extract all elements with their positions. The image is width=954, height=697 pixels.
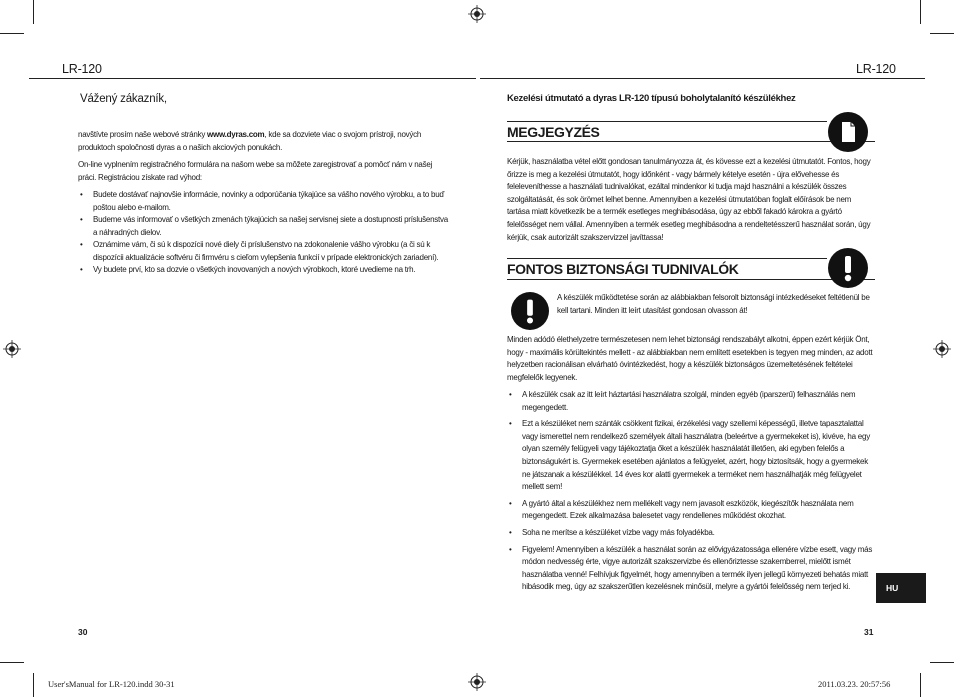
model-label-left: LR-120 bbox=[62, 62, 102, 76]
list-item: • Ezt a készüléket nem szánták csökkent fizikai, érzékelési vagy szellemi képességű, illetve tapasztalattal vagy ismerettel nem rendelkező személyek általi használatra (beleértve a gyermekeket is), kivéve, ha egy olyan személy felügyeli vagy tájékoztatja őket a készülék használatát illetően, aki egyben felelős a biztonságukért is. Gyermekek esetében ajánlatos a felügyelet, azért, hogy biztosítsák, hogy a gyermekek ne játszanak a készülékkel. 14 éves kor alatti gyermekek a terméket nem használhatják még felügyelet mellett sem! bbox=[507, 418, 875, 494]
crop-mark bbox=[920, 673, 921, 697]
benefits-list bbox=[78, 189, 448, 277]
list-item: • Figyelem! Amennyiben a készülék a használat során az elővigyázatossága ellenére vízbe esett, vagy más módon nedvesség érte, vigye autorizált szakszervizbe és ellenőriztesse szakemberrel, mielőtt ismét használatba venné! Felhívjuk figyelmét, hogy amennyiben a termék ilyen jellegű környezeti behatás miatt hibásodik meg, úgy az szakszerűtlen kezelésnek minősül, melyre a gyártói felelősség nem terjed ki. bbox=[507, 544, 875, 594]
safety-intro: A készülék működtetése során az alábbiakban felsorolt biztonsági intézkedéseket feltétlenül be kell tartani. Minden itt leírt utasítást gondosan olvasson át! bbox=[557, 293, 870, 315]
crop-mark bbox=[33, 0, 34, 24]
left-paragraph-2: On-line vyplnením registračného formulára na našom webe sa môžete zaregistrovať a pomôcť nám v našej práci. Registráciou získate rad výhod: bbox=[78, 160, 433, 182]
exclamation-icon bbox=[828, 248, 868, 288]
crop-mark bbox=[930, 33, 954, 34]
greeting: Vážený zákazník, bbox=[80, 93, 167, 105]
section-rule bbox=[507, 141, 875, 142]
document-title: Kezelési útmutató a dyras LR-120 típusú boholytalanító készülékhez bbox=[507, 93, 796, 104]
list-item: • A készülék csak az itt leírt háztartási használatra szolgál, minden egyéb (iparszerű) felhasználás nem megengedett. bbox=[507, 389, 875, 414]
header-rule-left bbox=[29, 78, 476, 79]
page-number-left: 30 bbox=[78, 627, 88, 637]
crop-mark bbox=[0, 662, 24, 663]
list-item: • Soha ne merítse a készüléket vízbe vagy más folyadékba. bbox=[507, 527, 875, 540]
safety-list bbox=[507, 389, 875, 598]
registration-mark-icon bbox=[3, 340, 21, 358]
crop-mark bbox=[0, 33, 24, 34]
section-rule bbox=[507, 121, 827, 122]
footer-timestamp: 2011.03.23. 20:57:56 bbox=[818, 679, 891, 689]
note-text: Kérjük, használatba vétel előtt gondosan tanulmányozza át, és kövesse ezt a kezelési útmutatót. Fontos, hogy őrizze is meg a kezelési útmutatót, hogy időnként - vagy bármely kételye esetén - újra elővehesse és feleleveníthesse a használati tudnivalókat, ezáltal mindenkor ki tudja majd használni a készülék összes szolgáltatását, és sok örömet lelhet benne. Amennyiben a kezelési útmutatóban foglalt előírások be nem tartása miatt következik be a termék esetleges meghibásodása, úgy az ebből fakadó károkra a gyártó felelősséget nem vállal. Amennyiben a termék esetleg meghibásodna a rendeltetésszerű használat során, úgy kérjük, csak autorizált szakszervizzel javíttassa! bbox=[507, 157, 871, 242]
registration-mark-icon bbox=[933, 340, 951, 358]
header-rule-right bbox=[480, 78, 925, 79]
crop-mark bbox=[33, 673, 34, 697]
list-item: • Budeme vás informovať o všetkých zmenách týkajúcich sa našej servisnej siete a dostupnosti príslušenstva a náhradných dielov. bbox=[78, 214, 448, 239]
left-paragraph-1: navštívte prosím naše webové stránky www.dyras.com, kde sa dozviete viac o svojom prístroji, nových produktoch spoločnosti dyras a o našich akciových ponukách. bbox=[78, 130, 422, 152]
model-label-right: LR-120 bbox=[856, 62, 896, 76]
section-title-safety: FONTOS BIZTONSÁGI TUDNIVALÓK bbox=[507, 261, 739, 277]
page-number-right: 31 bbox=[864, 627, 874, 637]
crop-mark bbox=[930, 662, 954, 663]
list-item: • Budete dostávať najnovšie informácie, novinky a odporúčania týkajúce sa vášho nového výrobku, a to buď poštou alebo e-mailom. bbox=[78, 189, 448, 214]
section-rule bbox=[507, 279, 875, 280]
list-item: • Oznámime vám, či sú k dispozícii nové diely či príslušenstvo na zdokonalenie vášho výrobku (a či sú k dispozícii aktualizácie softvéru či firmvéru s cieľom vylepšenia funkcií v prípade elektronických zariadení). bbox=[78, 239, 448, 264]
registration-mark-icon bbox=[468, 5, 486, 23]
note-icon bbox=[828, 112, 868, 152]
website-link[interactable]: www.dyras.com bbox=[207, 130, 265, 139]
list-item: • A gyártó által a készülékhez nem mellékelt vagy nem javasolt eszközök, kiegészítők használata nem megengedett. Ezek alkalmazása balesetet vagy rendellenes működést okozhat. bbox=[507, 498, 875, 523]
list-item: • Vy budete prví, kto sa dozvie o všetkých inovovaných a nových výrobkoch, ktoré uvedieme na trh. bbox=[78, 264, 448, 277]
safety-paragraph: Minden adódó élethelyzetre természetesen nem lehet biztonsági rendszabályt alkotni, éppen ezért kérjük Önt, hogy - maximális körültekintés mellett - az alábbiakban nem említett esetekben is tegyen meg minden, az adott helyzetben racionálisan elvárható óvintézkedést, hogy a készülék biztonságos üzemeltetésének feltételei megfelelők legyenek. bbox=[507, 335, 873, 382]
language-tab: HU bbox=[876, 573, 926, 603]
exclamation-icon bbox=[511, 292, 549, 330]
footer-file-info: User'sManual for LR-120.indd 30-31 bbox=[48, 679, 175, 689]
section-title-note: MEGJEGYZÉS bbox=[507, 124, 600, 140]
crop-mark bbox=[920, 0, 921, 24]
registration-mark-icon bbox=[468, 673, 486, 691]
section-rule bbox=[507, 258, 827, 259]
